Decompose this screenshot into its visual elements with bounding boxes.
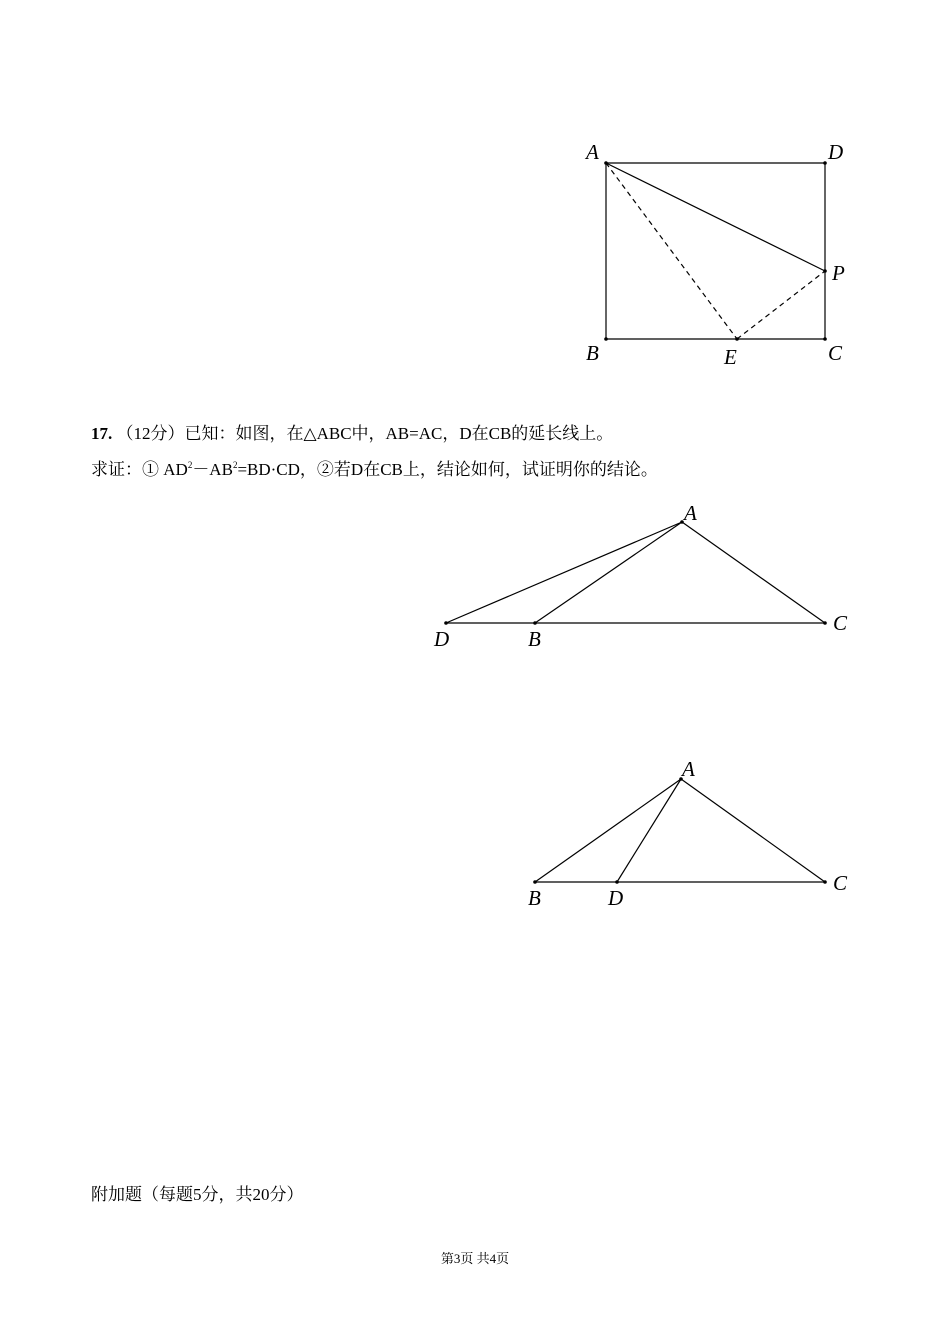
- bonus-section-title: 附加题（每题5分，共20分）: [91, 1185, 304, 1204]
- point-c: [823, 337, 827, 341]
- point-c: [823, 880, 827, 884]
- page-footer: 第3页 共4页: [440, 1251, 510, 1266]
- label-e: E: [724, 345, 737, 369]
- rectangle-figure: [0, 0, 950, 400]
- superscript-2: 2: [232, 460, 238, 470]
- label-a: A: [684, 501, 697, 525]
- point-p: [823, 269, 827, 273]
- label-d: D: [828, 140, 844, 164]
- label-a: A: [586, 140, 599, 164]
- label-d: D: [608, 886, 624, 910]
- segment-ep-dashed: [737, 271, 825, 339]
- segment-ac: [681, 779, 825, 882]
- segment-ae-dashed: [606, 163, 737, 339]
- segment-ad: [617, 779, 681, 882]
- label-c: C: [833, 611, 848, 635]
- label-a: A: [682, 757, 695, 781]
- question-17-proof: [91, 461, 658, 478]
- proof-rest: =BD·CD，②若D在CB上，结论如何，试证明你的结论。: [237, 460, 658, 479]
- segment-ad: [446, 522, 682, 623]
- label-b: B: [586, 341, 599, 365]
- superscript-2: 2: [187, 460, 193, 470]
- rectangle-abcd: [606, 163, 825, 339]
- segment-ac: [682, 522, 825, 623]
- point-b: [533, 880, 537, 884]
- segment-ab: [535, 779, 681, 882]
- triangle-figure-extension: [0, 490, 950, 670]
- label-d: D: [434, 627, 450, 651]
- proof-prefix: 求证：① AD: [91, 460, 188, 479]
- point-b: [533, 621, 537, 625]
- triangle-figure-inner: [0, 750, 950, 920]
- point-c: [823, 621, 827, 625]
- point-e: [735, 337, 739, 341]
- point-d: [615, 880, 619, 884]
- point-a: [604, 161, 608, 165]
- question-17-statement: [91, 425, 613, 442]
- point-b: [604, 337, 608, 341]
- proof-minus-ab: －AB: [192, 460, 233, 479]
- point-d: [823, 161, 827, 165]
- segment-ap: [606, 163, 825, 271]
- question-number: 17.: [91, 424, 113, 443]
- point-d: [444, 621, 448, 625]
- label-c: C: [833, 871, 848, 895]
- question-text: （12分）已知：如图，在△ABC中，AB=AC，D在CB的延长线上。: [116, 424, 614, 443]
- label-c: C: [828, 341, 843, 365]
- segment-ab: [535, 522, 682, 623]
- label-b: B: [528, 886, 541, 910]
- label-b: B: [528, 627, 541, 651]
- label-p: P: [832, 261, 845, 285]
